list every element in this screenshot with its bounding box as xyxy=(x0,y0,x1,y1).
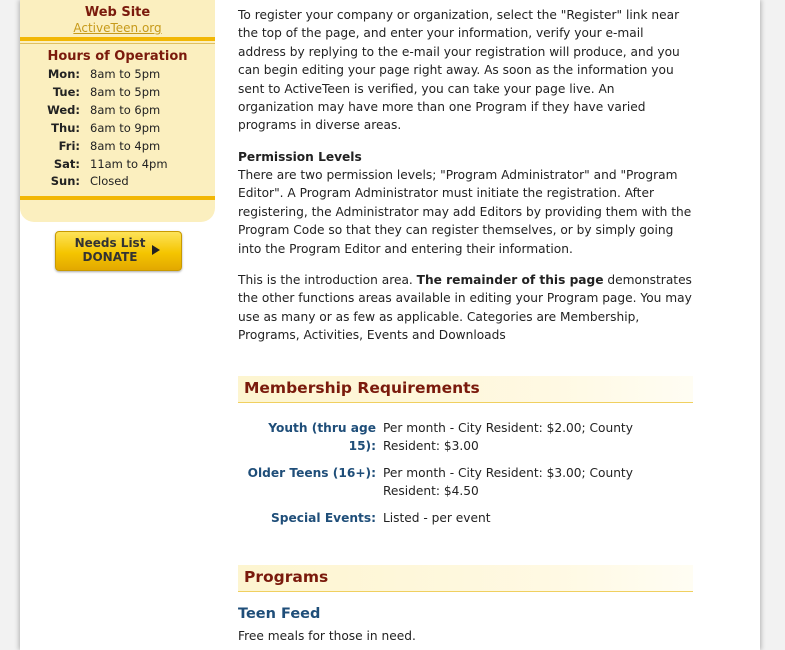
text-line: Listed - per event xyxy=(383,511,491,525)
divider xyxy=(20,196,215,200)
hours-time: Closed xyxy=(90,174,129,188)
membership-value xyxy=(383,464,653,501)
hours-day: Wed: xyxy=(47,103,80,117)
intro2-paragraph xyxy=(238,271,698,345)
text-line: Per month - City Resident: $3.00; County xyxy=(383,466,633,480)
hours-time: 8am to 4pm xyxy=(90,139,161,153)
membership-section-header xyxy=(238,376,693,403)
hours-day: Fri: xyxy=(58,139,80,153)
membership-value xyxy=(383,419,653,456)
hours-time: 8am to 6pm xyxy=(90,103,161,117)
hours-time: 8am to 5pm xyxy=(90,85,161,99)
donate-line-2: DONATE xyxy=(82,250,138,264)
text-span: This is the introduction area. xyxy=(238,273,417,287)
membership-title: Membership Requirements xyxy=(244,379,480,397)
programs-title: Programs xyxy=(244,568,329,586)
play-arrow-icon xyxy=(152,245,160,255)
text-line: into the Program Editor and entering their information. xyxy=(238,241,573,256)
divider xyxy=(20,37,215,41)
text-line: To register your company or organization, select the "Register" link near xyxy=(238,8,680,22)
membership-label: Older Teens (16+): xyxy=(247,466,376,480)
hours-day: Mon: xyxy=(47,67,80,81)
text-line: use as many or as few as applicable. Categories are Membership, xyxy=(238,309,640,324)
hours-time: 6am to 9pm xyxy=(90,121,161,135)
hours-row-fri xyxy=(20,139,215,157)
text-line: There are two permission levels; "Program Administrator" and "Program xyxy=(238,168,678,182)
text-line: the other functions areas available in editing your Program page. You may xyxy=(238,291,692,306)
divider xyxy=(20,43,215,44)
text-line: Programs, Activities, Events and Downloads xyxy=(238,328,506,343)
hours-day: Tue: xyxy=(52,85,80,99)
hours-time: 8am to 5pm xyxy=(90,67,161,81)
hours-row-tue xyxy=(20,85,215,103)
text-line: Program Code so that they can register themselves, or by simply going xyxy=(238,223,674,238)
program-item-title[interactable]: Teen Feed xyxy=(238,606,321,622)
bold-text: The remainder of this page xyxy=(416,273,604,287)
hours-time: 11am to 4pm xyxy=(90,157,168,171)
hours-day: Sat: xyxy=(53,157,80,171)
text-line xyxy=(238,271,698,289)
hours-day: Thu: xyxy=(51,121,80,135)
membership-label: Special Events: xyxy=(271,511,376,525)
text-line: the top of the page, and enter your information, verify your e-mail xyxy=(238,26,644,41)
text-line: registering, the Administrator may add Editors by providing them with the xyxy=(238,204,692,219)
membership-value xyxy=(383,509,653,527)
hours-row-sat xyxy=(20,157,215,175)
page-container xyxy=(20,0,760,650)
hours-row-mon xyxy=(20,67,215,85)
text-line: programs in diverse areas. xyxy=(238,118,402,133)
programs-section-header xyxy=(238,565,693,592)
hours-row-wed xyxy=(20,103,215,121)
hours-row-thu xyxy=(20,121,215,139)
program-item-description: Free meals for those in need. xyxy=(238,629,416,643)
text-line: Per month - City Resident: $2.00; County xyxy=(383,421,633,435)
text-line: address by replying to the e-mail your registration will produce, and you xyxy=(238,44,680,59)
website-link[interactable]: ActiveTeen.org xyxy=(73,21,162,35)
intro-paragraph xyxy=(238,6,698,135)
text-line: Resident: $3.00 xyxy=(383,439,479,454)
text-line: can begin editing your page right away. As soon as the information you xyxy=(238,63,674,78)
permission-heading: Permission Levels xyxy=(238,150,362,164)
needs-list-donate-button[interactable] xyxy=(55,231,182,271)
donate-line-1: Needs List xyxy=(74,236,146,250)
sidebar-info-box xyxy=(20,0,215,222)
website-heading: Web Site xyxy=(84,5,151,20)
membership-label: Youth (thru age 15): xyxy=(268,421,376,454)
permission-paragraph xyxy=(238,166,698,258)
text-span: demonstrates xyxy=(603,273,692,287)
hours-day: Sun: xyxy=(50,174,80,188)
text-line: sent to ActiveTeen is verified, you can take your page live. An xyxy=(238,81,615,96)
text-line: Editor". A Program Administrator must initiate the registration. After xyxy=(238,186,654,201)
text-line: Resident: $4.50 xyxy=(383,484,479,499)
hours-heading: Hours of Operation xyxy=(47,49,188,64)
hours-row-sun xyxy=(20,174,215,192)
text-line: organization may have more than one Program if they have varied xyxy=(238,100,646,115)
